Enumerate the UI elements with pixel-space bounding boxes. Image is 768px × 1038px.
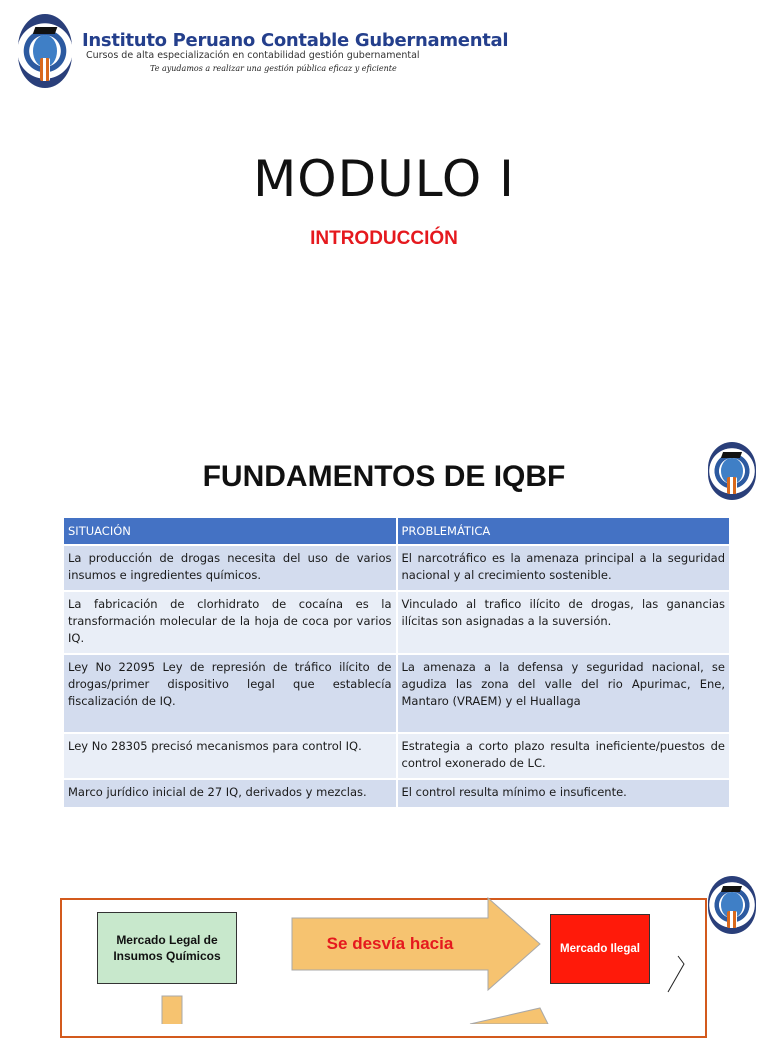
fundamentos-table <box>62 516 731 809</box>
table-cell: El narcotráfico es la amenaza principal a la seguridad nacional y al crecimiento sostenible. <box>398 546 730 590</box>
brand-subtitle: Cursos de alta especialización en contabilidad gestión gubernamental <box>86 50 420 61</box>
table-cell: Ley No 22095 Ley de represión de tráfico ilícito de drogas/primer dispositivo legal que establecía fiscalización de IQ. <box>64 655 396 732</box>
table-cell: La producción de drogas necesita del uso de varios insumos e ingredientes químicos. <box>64 546 396 590</box>
table-row <box>64 655 729 732</box>
graduation-cap-icon <box>721 452 742 458</box>
table-cell: Estrategia a corto plazo resulta ineficiente/puestos de control exonerado de LC. <box>398 734 730 778</box>
table-cell: Marco jurídico inicial de 27 IQ, derivados y mezclas. <box>64 780 396 807</box>
table-row <box>64 780 729 807</box>
connector-line <box>668 956 684 992</box>
down-arrow-stem <box>162 996 182 1024</box>
arrow-label: Se desvía hacia <box>326 934 454 953</box>
illegal-market-box: Mercado Ilegal <box>550 914 650 984</box>
slide-title: FUNDAMENTOS DE IQBF <box>202 460 566 493</box>
table-header-row <box>64 518 729 544</box>
column-header-situacion: SITUACIÓN <box>64 518 396 544</box>
table-cell: Vinculado al trafico ilícito de drogas, las ganancias ilícitas son asignadas a la suversión. <box>398 592 730 653</box>
table-row <box>64 546 729 590</box>
module-subtitle: INTRODUCCIÓN <box>310 228 458 249</box>
table-cell: Ley No 28305 precisó mecanismos para control IQ. <box>64 734 396 778</box>
slide-diagram <box>0 860 768 1024</box>
slide-title <box>0 0 768 400</box>
table-cell: El control resulta mínimo e insuficente. <box>398 780 730 807</box>
column-header-problematica: PROBLEMÁTICA <box>398 518 730 544</box>
table-row <box>64 592 729 653</box>
legal-market-box: Mercado Legal de Insumos Químicos <box>97 912 237 984</box>
module-title: MODULO I <box>253 150 515 208</box>
logo-stripe <box>40 58 51 80</box>
institute-logo <box>18 14 72 88</box>
graduation-cap-icon <box>33 27 57 34</box>
slide-fundamentos <box>0 400 768 860</box>
table-cell: La fabricación de clorhidrato de cocaína es la transformación molecular de la hoja de coca por varios IQ. <box>64 592 396 653</box>
table-row <box>64 734 729 778</box>
brand-name: Instituto Peruano Contable Gubernamental <box>82 30 509 51</box>
brand-tagline: Te ayudamos a realizar una gestión pública eficaz y eficiente <box>150 64 397 73</box>
table-cell: La amenaza a la defensa y seguridad nacional, se agudiza las zona del valle del rio Apurimac, Ene, Mantaro (VRAEM) y el Huallaga <box>398 655 730 732</box>
return-arrow <box>470 1008 548 1024</box>
